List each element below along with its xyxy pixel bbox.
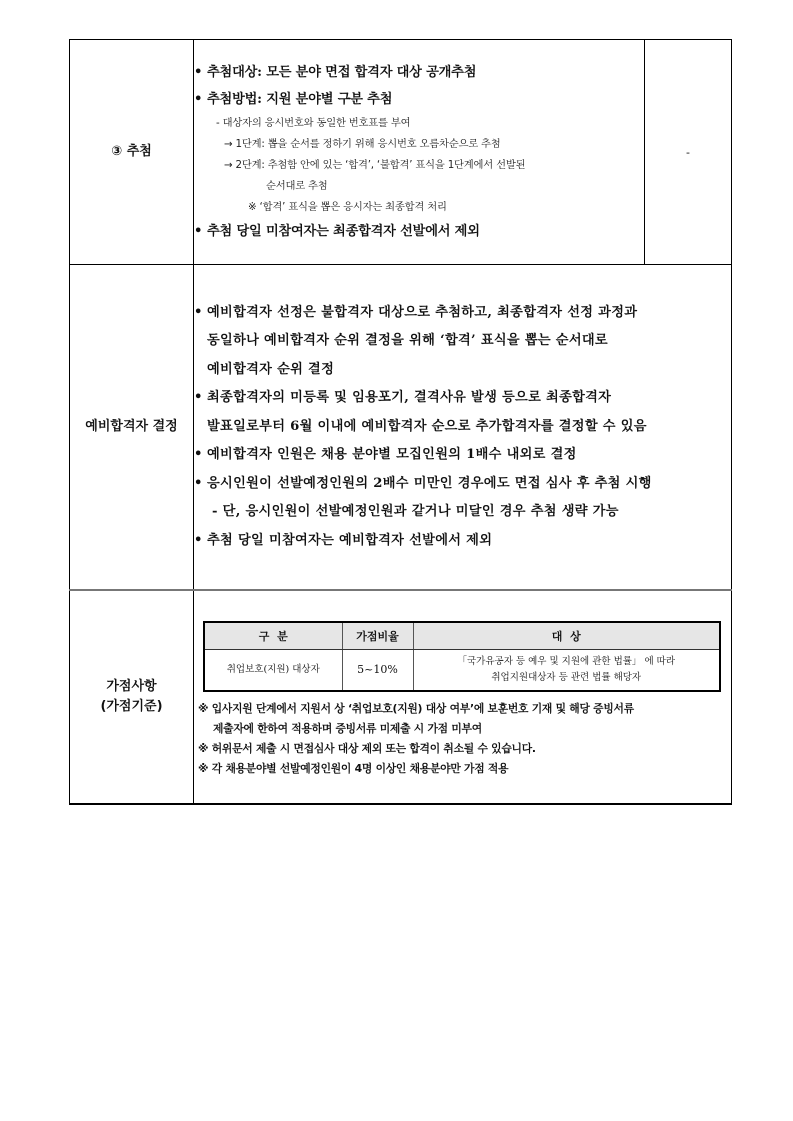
lottery-note: -: [645, 40, 732, 265]
reserve-row: [70, 265, 732, 591]
reserve-lottery-exception-text: - 단, 응시인원이 선발예정인원과 같거나 미달인 경우 추첨 생략 가능: [212, 504, 619, 520]
reserve-lottery-condition-text: • 응시인원이 선발예정인원의 2배수 미만인 경우에도 면접 심사 후 추첨 시행: [194, 470, 731, 499]
reserve-additional-pass-text-cont: 발표일로부터 6월 이내에 예비합격자 순으로 추가합격자를 결정할 수 있음: [207, 418, 647, 434]
cell-category: 취업보호(지원) 대상자: [204, 650, 342, 692]
cell-target: [413, 650, 720, 692]
bonus-note-minimum-quota: ※ 각 채용분야별 선발예정인원이 4명 이상인 채용분야만 가점 적용: [198, 762, 509, 775]
bonus-content: [194, 590, 732, 804]
bonus-label-title: 가점사항: [106, 679, 157, 694]
cell-target-line1: 「국가유공자 등 예우 및 지원에 관한 법률」 에 따라: [457, 656, 676, 667]
lottery-content: [194, 40, 645, 265]
bonus-criteria-table: [203, 621, 721, 692]
cell-rate: 5~10%: [342, 650, 413, 692]
reserve-selection-text-cont1: 동일하나 예비합격자 순위 결정을 위해 ‘합격’ 표식을 뽑는 순서대로: [207, 333, 608, 349]
bonus-row: [70, 590, 732, 804]
lottery-label: ③ 추첨: [70, 40, 194, 265]
lottery-pass-note: ※ ‘합격’ 표식을 뽑은 응시자는 최종합격 처리: [248, 201, 447, 213]
bonus-notes: [194, 699, 731, 779]
reserve-label: 예비합격자 결정: [70, 265, 194, 591]
bonus-note-eligibility: ※ 입사지원 단계에서 지원서 상 ‘취업보호(지원) 대상 여부’에 보훈번호 기재 및 해당 증빙서류: [198, 702, 634, 715]
reserve-selection-text: • 예비합격자 선정은 불합격자 대상으로 추첨하고, 최종합격자 선정 과정과: [194, 299, 731, 328]
lottery-method-text: • 추첨방법: 지원 분야별 구분 추첨: [194, 86, 644, 113]
bonus-note-false-documents: ※ 허위문서 제출 시 면접심사 대상 제외 또는 합격이 취소될 수 있습니다.: [198, 742, 536, 755]
bonus-table-header: [204, 622, 720, 650]
lottery-number-ticket-text: - 대상자의 응시번호와 동일한 번호표를 부여: [216, 117, 411, 129]
reserve-additional-pass-text: • 최종합격자의 미등록 및 임용포기, 결격사유 발생 등으로 최종합격자: [194, 384, 731, 413]
lottery-step2-continued-text: 순서대로 추첨: [266, 180, 328, 192]
reserve-absent-exclusion-text: • 추첨 당일 미참여자는 예비합격자 선발에서 제외: [194, 527, 731, 556]
recruitment-procedure-table: [69, 39, 732, 805]
lottery-absent-exclusion-text: • 추첨 당일 미참여자는 최종합격자 선발에서 제외: [194, 218, 644, 245]
bonus-note-eligibility-cont: 제출자에 한하여 적용하며 증빙서류 미제출 시 가점 미부여: [213, 722, 482, 735]
header-rate: 가점비율: [342, 622, 413, 650]
cell-target-line2: 취업지원대상자 등 관련 법률 해당자: [491, 672, 642, 683]
header-category: 구 분: [204, 622, 342, 650]
header-target: 대 상: [413, 622, 720, 650]
lottery-row: [70, 40, 732, 265]
lottery-target-text: • 추첨대상: 모든 분야 면접 합격자 대상 공개추첨: [194, 59, 644, 86]
lottery-step1-text: → 1단계: 뽑을 순서를 정하기 위해 응시번호 오름차순으로 추첨: [224, 138, 501, 150]
reserve-selection-text-cont2: 예비합격자 순위 결정: [207, 361, 335, 377]
bonus-label-subtitle: (가점기준): [100, 699, 163, 714]
reserve-content: [194, 265, 732, 591]
bonus-table-row: [204, 650, 720, 692]
reserve-quota-text: • 예비합격자 인원은 채용 분야별 모집인원의 1배수 내외로 결정: [194, 441, 731, 470]
lottery-step2-text: → 2단계: 추첨함 안에 있는 ‘합격’, ‘불합격’ 표식을 1단계에서 선발된: [224, 159, 526, 171]
bonus-label: [70, 590, 194, 804]
